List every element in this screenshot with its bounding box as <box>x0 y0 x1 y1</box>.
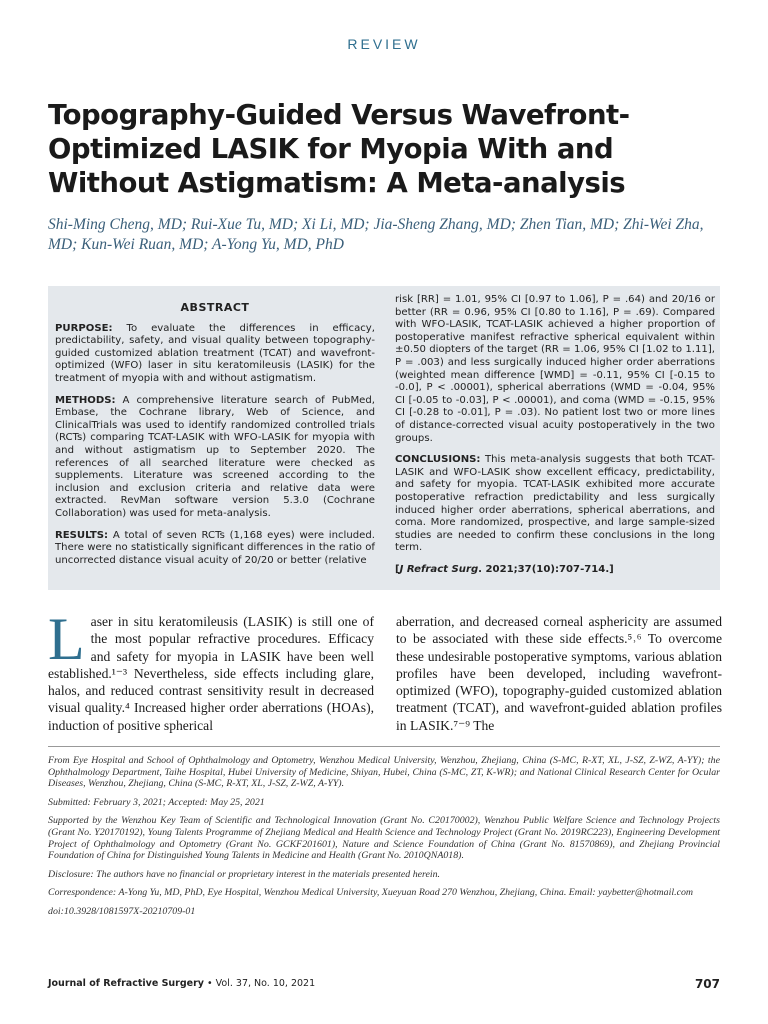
submitted-note: Submitted: February 3, 2021; Accepted: May 25, 2021 <box>48 796 265 808</box>
abstract-citation <box>395 564 715 577</box>
conclusions-label: CONCLUSIONS: <box>395 454 481 466</box>
purpose-label: PURPOSE: <box>55 322 113 334</box>
citation-open: [ <box>395 563 400 575</box>
abstract-right-column <box>395 294 715 585</box>
body-left-text: aser in situ keratomileusis (LASIK) is still one of the most popular refractive procedures. Efficacy and safety for myopia in LASIK have been well established.¹⁻³ Nevertheless, side effects including glare, halos, and reduced contrast sensitivity result in decreased visual quality.⁴ Increased higher order aberrations (HOAs), induction of positive spherical <box>48 614 374 733</box>
abstract-left-column <box>55 302 375 576</box>
page-number: 707 <box>694 977 720 991</box>
article-title: Topography-Guided Versus Wavefront-Optimized LASIK for Myopia With and Without Astigmatism: A Meta-analysis <box>48 99 630 199</box>
affiliation-note: From Eye Hospital and School of Ophthalmology and Optometry, Wenzhou Medical University, Wenzhou, Zhejiang, China (S-MC, R-XT, XL, J-SZ, Z-WZ, A-YY); the Ophthalmology Department, Taihe Hospital, Hubei University of Medicine, Shiyan, Hubei, China (S-MC, ZT, K-WR); and National Clinical Research Center for Ocular Diseases, Wenzhou, Zhejiang, China (S-MC, R-XT, XL, J-SZ, Z-WZ, A-YY). <box>48 755 720 790</box>
conclusions-text: This meta-analysis suggests that both TCAT-LASIK and WFO-LASIK show excellent efficacy, predictability, and safety for myopia. TCAT-LASIK exhibited more accurate postoperative refraction predictability and less surgically induced higher order aberrations, spherical aberrations, and coma. More randomized, prospective, and large sample-sized studies are needed to confirm these conclusions in the long term. <box>395 454 715 554</box>
results-text: A total of seven RCTs (1,168 eyes) were included. There were no statistically significant differences in the ratio of uncorrected distance visual acuity of 20/20 or better (relative <box>55 529 375 566</box>
abstract-results <box>55 530 375 568</box>
author-list: Shi-Ming Cheng, MD; Rui-Xue Tu, MD; Xi Li, MD; Jia-Sheng Zhang, MD; Zhen Tian, MD; Zhi-Wei Zha, MD; Kun-Wei Ruan, MD; A-Yong Yu, MD, PhD <box>48 216 704 253</box>
footnote-divider <box>48 746 720 747</box>
methods-text: A comprehensive literature search of PubMed, Embase, the Cochrane library, Web of Science, and ClinicalTrials was used to identify randomized controlled trials (RCTs) comparing TCAT-LASIK with WFO-LASIK for myopia with and without astigmatism up to September 2020. The references of all searched literature were checked as supplements. Literature was screened according to the inclusion and exclusion criteria and relative data were extracted. RevMan software version 5.3.0 (Cochrane Collaboration) was used for meta-analysis. <box>55 394 375 519</box>
purpose-text: To evaluate the differences in efficacy, predictability, safety, and visual quality between topography-guided customized ablation treatment (TCAT) and wavefront-optimized (WFO) laser in situ keratomileusis (LASIK) for the treatment of myopia with and without astigmatism. <box>55 322 375 384</box>
footer-volume: • Vol. 37, No. 10, 2021 <box>204 978 316 989</box>
results-label: RESULTS: <box>55 529 109 541</box>
drop-cap: L <box>48 606 85 672</box>
body-column-right: aberration, and decreased corneal asphericity are assumed to be associated with these side effects.⁵˒⁶ To overcome these undesirable postoperative symptoms, various ablation profiles have been developed, including wavefront-optimized (WFO), topography-guided customized ablation treatment (TCAT), and wavefront-guided ablation profiles in LASIK.⁷⁻⁹ The <box>396 614 722 733</box>
footer-journal: Journal of Refractive Surgery <box>48 978 204 989</box>
citation-details: . 2021;37(10):707-714.] <box>478 563 614 575</box>
doi-note: doi:10.3928/1081597X-20210709-01 <box>48 905 196 917</box>
correspondence-note: Correspondence: A-Yong Yu, MD, PhD, Eye Hospital, Wenzhou Medical University, Xueyuan Road 270 Wenzhou, Zhejiang, China. Email: yaybetter@hotmail.com <box>48 887 694 899</box>
abstract-heading: ABSTRACT <box>180 301 250 314</box>
section-label: REVIEW <box>347 36 421 52</box>
support-note: Supported by the Wenzhou Key Team of Scientific and Technological Innovation (Grant No. C20170002), Wenzhou Public Welfare Science and Technology Projects (Grant No. Y20170192), Young Talents Programme of Zhejiang Medical and Health Science and Technology Project (Grant No. 2019RC223), Engineering Development Project of Ophthalmology and Optometry (Grant No. GCKF201601), Nature and Science Foundation of China (Grant No. 81570869), and Zhejiang Provincial Foundation of China for Distinguished Young Talents in Medicine and Health (Grant No. 2010QNA018). <box>48 815 720 862</box>
abstract-box <box>48 286 720 590</box>
methods-label: METHODS: <box>55 394 116 406</box>
abstract-purpose <box>55 323 375 386</box>
disclosure-note: Disclosure: The authors have no financial or proprietary interest in the materials presented herein. <box>48 868 441 880</box>
page-footer <box>48 978 720 992</box>
footnotes <box>48 755 720 925</box>
abstract-conclusions <box>395 454 715 555</box>
citation-journal: J Refract Surg <box>399 563 479 575</box>
abstract-methods <box>55 395 375 521</box>
abstract-results-continued: risk [RR] = 1.01, 95% CI [0.97 to 1.06], P = .64) and 20/16 or better (RR = 0.96, 95% CI [0.80 to 1.16], P = .69). Compared with WFO-LASIK, TCAT-LASIK achieved a higher proportion of postoperative manifest refractive spherical equivalent within ±0.50 diopters of the target (RR = 1.06, 95% CI [1.02 to 1.11], P = .003) and less surgically induced higher order aberrations (weighted mean difference [WMD] = -0.11, 95% CI [-0.15 to -0.0], P < .00001), spherical aberrations (WMD = -0.04, 95% CI [-0.05 to -0.03], P < .00001), and coma (WMD = -0.15, 95% CI [-0.28 to -0.01], P = .03). No patient lost two or more lines of distance-corrected visual acuity postoperatively in the two groups. <box>395 294 715 444</box>
body-column-left <box>48 606 374 734</box>
